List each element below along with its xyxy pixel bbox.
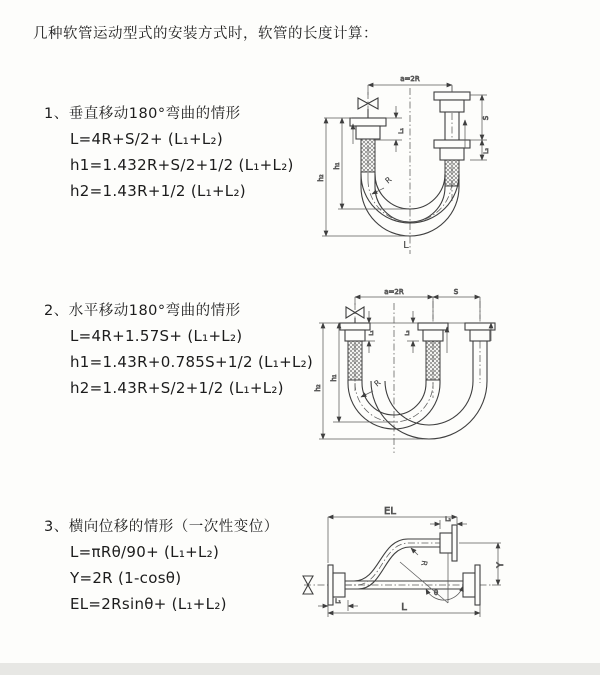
- section-horizontal-movement: [44, 299, 313, 398]
- dim-L: [328, 602, 480, 617]
- upper-right-flange: [440, 525, 457, 561]
- dim-L2: [430, 516, 467, 529]
- dim-L1: [318, 598, 358, 611]
- left-pipe-fitting: [350, 118, 386, 172]
- scan-page-edge: [0, 663, 600, 675]
- dim-label-S: S: [482, 115, 490, 121]
- diagram-vertical-180-bend: [308, 62, 588, 267]
- dim-L2: [405, 311, 419, 353]
- dim-label-L2: L₂: [445, 516, 451, 523]
- u-bend-hose: [348, 380, 487, 439]
- dim-label-L: L: [401, 602, 407, 613]
- dim-label-a2R: a=2R: [384, 288, 404, 296]
- section-vertical-movement: [44, 102, 294, 201]
- dim-L2: [470, 140, 490, 160]
- dim-label-a2R: a=2R: [400, 75, 420, 83]
- formula-EL: EL=2Rsinθ+ (L₁+L₂): [70, 595, 227, 613]
- braided-hose-section: [426, 341, 440, 380]
- left-pipe-fitting: [340, 323, 370, 380]
- dim-label-h1: h₁: [330, 374, 338, 382]
- section-heading: 3、横向位移的情形（一次性变位）: [44, 519, 279, 535]
- braided-hose-section: [445, 160, 459, 186]
- dim-label-h2: h₂: [317, 174, 325, 182]
- dim-label-S: S: [453, 288, 459, 296]
- dim-S: [470, 95, 490, 140]
- diagram-lateral-displacement: [298, 493, 598, 668]
- formula-L: L=4R+S/2+ (L₁+L₂): [70, 130, 224, 148]
- page-title: 几种软管运动型式的安装方式时，软管的长度计算：: [33, 26, 378, 42]
- diagram-horizontal-180-bend: [303, 283, 598, 473]
- dim-label-EL: EL: [384, 506, 396, 517]
- dim-label-R: R: [372, 378, 383, 389]
- section-heading: 2、水平移动180°弯曲的情形: [44, 303, 241, 319]
- formula-h1: h1=1.432R+S/2+1/2 (L₁+L₂): [70, 156, 294, 174]
- section-lateral-displacement: [44, 515, 279, 614]
- dim-label-L1: L₁: [398, 128, 405, 134]
- formula-Y: Y=2R (1-cosθ): [70, 569, 182, 587]
- formula-h2: h2=1.43R+S/2+1/2 (L₁+L₂): [70, 379, 284, 397]
- braided-hose-section: [348, 341, 362, 380]
- formula-L: L=πRθ/90+ (L₁+L₂): [70, 543, 220, 561]
- centerlines: [368, 86, 452, 254]
- label-R: [411, 548, 429, 567]
- formula-h1: h1=1.43R+0.785S+1/2 (L₁+L₂): [70, 353, 314, 371]
- dim-S: [433, 288, 480, 319]
- dim-label-L2: L₂: [405, 330, 411, 336]
- dim-label-h2: h₂: [314, 384, 322, 392]
- formula-h2: h2=1.43R+1/2 (L₁+L₂): [70, 182, 246, 200]
- braided-hose-section: [361, 139, 375, 172]
- section-heading: 1、垂直移动180°弯曲的情形: [44, 106, 241, 122]
- dim-label-L1: L₁: [369, 330, 375, 336]
- dim-label-theta: θ: [433, 589, 439, 597]
- dim-label-L2: L₂: [483, 148, 490, 154]
- lower-right-flange: [463, 565, 480, 605]
- dim-label-R: R: [419, 559, 429, 567]
- dim-label-L1: L₁: [335, 598, 341, 605]
- dim-label-Y: Y: [496, 562, 506, 568]
- formula-L: L=4R+1.57S+ (L₁+L₂): [70, 327, 243, 345]
- dim-label-h1: h₁: [333, 162, 341, 170]
- dim-label-L: L: [403, 240, 409, 251]
- dim-label-R: R: [383, 175, 394, 186]
- dim-EL: [328, 506, 457, 563]
- middle-pipe-fitting: [418, 323, 448, 380]
- right-pipe-fittings: [434, 92, 470, 186]
